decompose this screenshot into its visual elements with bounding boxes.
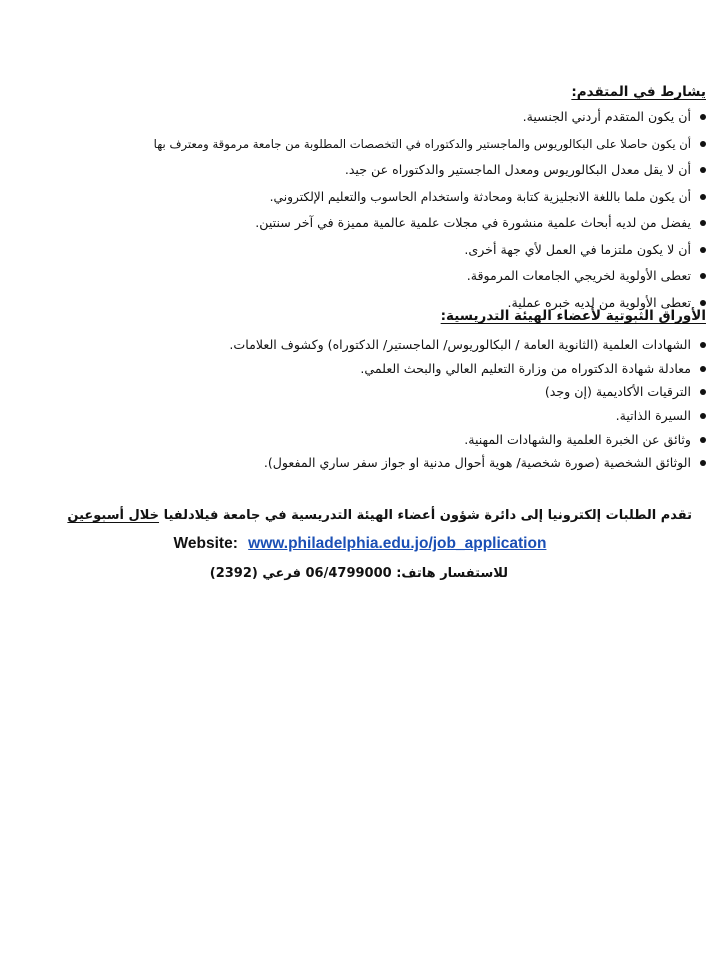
requirement-text: تعطى الأولوية من لديه خبره عملية.	[507, 294, 691, 310]
requirements-list	[154, 104, 706, 316]
bullet-icon	[700, 366, 706, 372]
bullet-icon	[700, 300, 706, 306]
bullet-icon	[700, 194, 706, 200]
bullet-icon	[700, 342, 706, 348]
document-item	[229, 451, 706, 475]
requirement-text: أن لا يقل معدل البكالوريوس ومعدل الماجستير والدكتوراه عن جيد.	[344, 162, 691, 177]
application-deadline: خلال أسبوعين	[67, 508, 160, 523]
document-text: الترقيات الأكاديمية (إن وجد)	[544, 384, 691, 400]
bullet-icon	[700, 247, 706, 253]
requirement-item	[154, 157, 706, 184]
document-item	[229, 380, 706, 404]
document-text: الشهادات العلمية (الثانوية العامة / البكالوريوس/ الماجستير/ الدكتوراه) وكشوف العلامات.	[229, 337, 691, 352]
bullet-icon	[700, 413, 706, 419]
document-item	[229, 333, 706, 357]
requirement-item	[154, 263, 706, 290]
website-label: Website:	[173, 535, 238, 552]
requirement-text: أن لا يكون ملتزما في العمل لأي جهة أخرى.	[464, 241, 691, 257]
requirement-text: أن يكون حاصلا على البكالوريوس والماجستير والدكتوراه في التخصصات المطلوبة من جامعة مرموقة ومعترف بها	[153, 136, 691, 151]
bullet-icon	[700, 167, 706, 173]
requirement-text: تعطى الأولوية لخريجي الجامعات المرموقة.	[466, 268, 691, 283]
document-text: وثائق عن الخبرة العلمية والشهادات المهنية.	[464, 431, 691, 447]
requirement-text: أن يكون ملما باللغة الانجليزية كتابة ومحادثة واستخدام الحاسوب والتعليم الإلكتروني.	[269, 189, 691, 204]
application-text: تقدم الطلبات إلكترونيا إلى دائرة شؤون أعضاء الهيئة التدريسية في جامعة فيلادلفيا	[163, 508, 692, 523]
requirements-heading: يشارط في المتقدم:	[571, 84, 706, 100]
bullet-icon	[700, 389, 706, 395]
contact-phone: للاستفسار هاتف: 06/4799000 فرعي (2392)	[209, 566, 508, 581]
bullet-icon	[700, 273, 706, 279]
document-text: الوثائق الشخصية (صورة شخصية/ هوية أحوال مدنية او جواز سفر ساري المفعول).	[263, 455, 691, 471]
document-text: معادلة شهادة الدكتوراه من وزارة التعليم العالي والبحث العلمي.	[360, 360, 691, 376]
website-line	[0, 535, 720, 553]
requirement-item	[154, 184, 706, 211]
website-link[interactable]: www.philadelphia.edu.jo/job_application	[248, 535, 547, 552]
requirement-item	[154, 104, 706, 131]
requirement-item	[154, 131, 706, 158]
bullet-icon	[700, 141, 706, 147]
bullet-icon	[700, 220, 706, 226]
requirement-item	[154, 210, 706, 237]
document-item	[229, 404, 706, 428]
application-instructions	[67, 508, 692, 523]
bullet-icon	[700, 114, 706, 120]
documents-list	[229, 333, 706, 475]
requirement-text: أن يكون المتقدم أردني الجنسية.	[522, 109, 691, 124]
bullet-icon	[700, 437, 706, 443]
document-item	[229, 357, 706, 381]
document-item	[229, 428, 706, 452]
documents-heading: الأوراق الثبوتية لأعضاء الهيئة التدريسية:	[440, 308, 706, 324]
requirement-item	[154, 237, 706, 264]
document-text: السيرة الذاتية.	[615, 408, 691, 424]
requirement-text: يفضل من لديه أبحاث علمية منشورة في مجلات علمية عالمية مميزة في آخر سنتين.	[255, 215, 691, 230]
bullet-icon	[700, 460, 706, 466]
